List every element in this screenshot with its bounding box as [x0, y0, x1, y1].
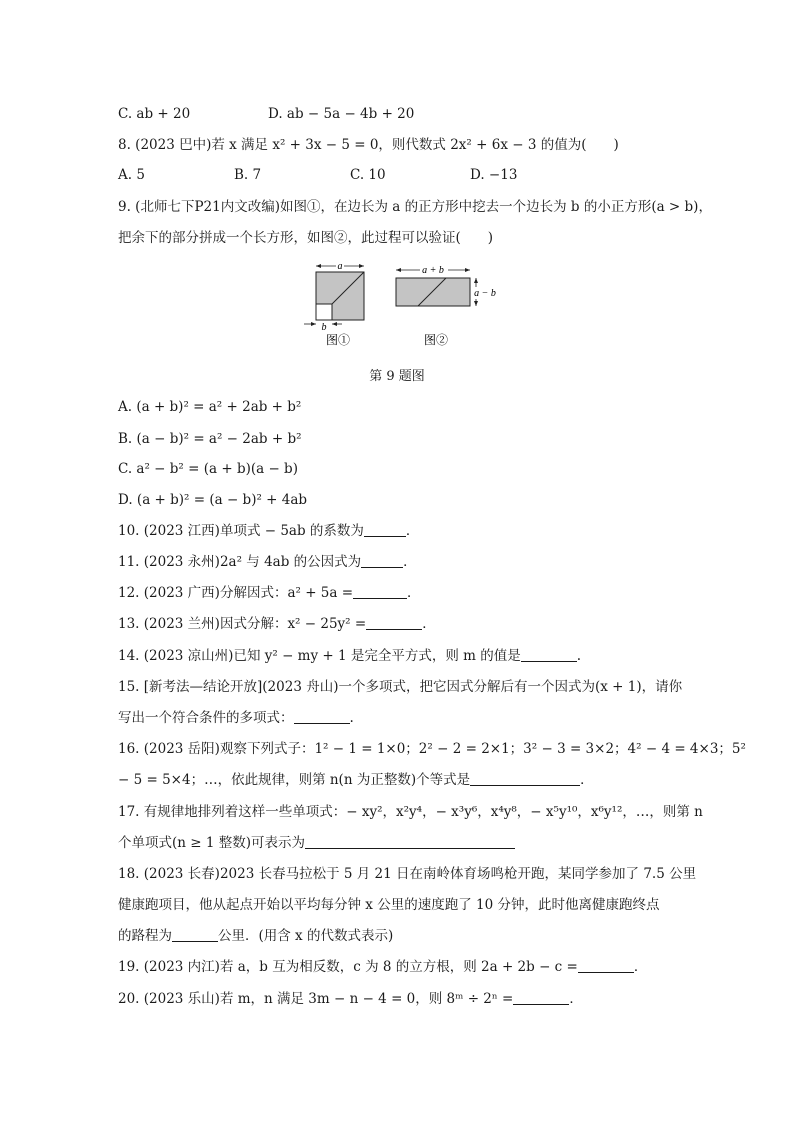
q12-answer-blank[interactable] — [353, 586, 407, 599]
fig1-a-label: a — [337, 261, 343, 272]
q13: 13. (2023 兰州)因式分解：x² − 25y² = ． — [118, 616, 436, 632]
q18-answer-blank[interactable] — [172, 929, 218, 942]
q9-option-d: D. (a + b)² = (a − b)² + 4ab — [118, 492, 308, 508]
q14-end: . — [576, 648, 582, 664]
q15-line1: 15. [新考法—结论开放](2023 舟山)一个多项式，把它因式分解后有一个因式为(x + 1)，请你 — [118, 679, 683, 695]
q9-stem-line2: 把余下的部分拼成一个长方形，如图②，此过程可以验证( ) — [118, 230, 494, 246]
q7-option-c: C. ab + 20 — [118, 106, 191, 122]
q15-line2: 写出一个符合条件的多项式： . — [118, 710, 354, 726]
q8-option-d: D. −13 — [470, 167, 518, 183]
q10: 10. (2023 江西)单项式 − 5ab 的系数为 ． — [118, 523, 420, 539]
q7-option-d: D. ab − 5a − 4b + 20 — [268, 106, 415, 122]
q11-answer-blank[interactable] — [361, 555, 403, 568]
q16-answer-blank[interactable] — [470, 773, 580, 786]
q12: 12. (2023 广西)分解因式：a² + 5a = ． — [118, 585, 421, 601]
q8-option-b: B. 7 — [234, 167, 262, 183]
q17-answer-blank[interactable] — [305, 836, 515, 849]
q15-answer-blank[interactable] — [294, 711, 350, 724]
fig2-a-plus-b-label: a + b — [422, 265, 444, 276]
q20-answer-blank[interactable] — [513, 992, 569, 1005]
q20-text: 20. (2023 乐山)若 m，n 满足 3m − n − 4 = 0，则 8ᵐ ÷ 2ⁿ = — [118, 991, 514, 1007]
q20: 20. (2023 乐山)若 m，n 满足 3m − n − 4 = 0，则 8ᵐ ÷ 2ⁿ = ． — [118, 991, 583, 1007]
q14-text: 14. (2023 凉山州)已知 y² − my + 1 是完全平方式，则 m 的值是 — [118, 648, 521, 664]
q19-text: 19. (2023 内江)若 a，b 互为相反数，c 为 8 的立方根，则 2a + 2b − c = — [118, 959, 578, 975]
q17-line2 — [118, 834, 515, 852]
q19: 19. (2023 内江)若 a，b 互为相反数，c 为 8 的立方根，则 2a + 2b − c = ． — [118, 959, 648, 975]
figure-2 — [396, 264, 498, 347]
q14 — [118, 647, 581, 665]
q13-answer-blank[interactable] — [366, 617, 422, 630]
q16-line1: 16. (2023 岳阳)观察下列式子：1² − 1 = 1×0；2² − 2 = 2×1；3² − 3 = 3×2；4² − 4 = 4×3；5² — [118, 741, 746, 757]
q18-text-a: 的路程为 — [118, 928, 172, 944]
q8-option-c: C. 10 — [350, 167, 386, 183]
q18-line2: 健康跑项目，他从起点开始以平均每分钟 x 公里的速度跑了 10 分钟，此时他离健康跑终点 — [118, 897, 660, 913]
q9-option-a: A. (a + b)² = a² + 2ab + b² — [118, 399, 302, 415]
q9-figure — [296, 258, 516, 358]
figure-1 — [304, 261, 364, 347]
q8-stem: 8. (2023 巴中)若 x 满足 x² + 3x − 5 = 0，则代数式 2x² + 6x − 3 的值为( ) — [118, 137, 619, 153]
fig2-a-minus-b-label: a − b — [474, 288, 496, 299]
q17-text: 个单项式(n ≥ 1 整数)可表示为 — [118, 835, 306, 851]
q19-answer-blank[interactable] — [578, 960, 634, 973]
q9-option-c: C. a² − b² = (a + b)(a − b) — [118, 461, 298, 477]
fig2-caption: 图② — [423, 333, 449, 347]
fig1-b-label: b — [321, 322, 327, 333]
q14-answer-blank[interactable] — [521, 649, 577, 662]
q9-stem-line1: 9. (北师七下P21内文改编)如图①，在边长为 a 的正方形中挖去一个边长为 b 的小正方形(a > b)， — [118, 199, 712, 215]
q15-text: 写出一个符合条件的多项式： — [118, 710, 294, 726]
q18-text-b: 公里．(用含 x 的代数式表示) — [218, 928, 394, 944]
q8-option-a: A. 5 — [118, 167, 145, 183]
q10-text: 10. (2023 江西)单项式 − 5ab 的系数为 — [118, 523, 364, 539]
q9-option-b: B. (a − b)² = a² − 2ab + b² — [118, 431, 302, 447]
q12-text: 12. (2023 广西)分解因式：a² + 5a = — [118, 585, 354, 601]
q16-text: − 5 = 5×4；…，依此规律，则第 n(n 为正整数)个等式是 — [118, 772, 471, 788]
q18-line3 — [118, 927, 393, 945]
q18-line1: 18. (2023 长春)2023 长春马拉松于 5 月 21 日在南岭体育场鸣枪开跑，某同学参加了 7.5 公里 — [118, 866, 697, 882]
q17-line1: 17. 有规律地排列着这样一些单项式：− xy²，x²y⁴，− x³y⁶，x⁴y⁸，− x⁵y¹⁰，x⁶y¹²，…，则第 n — [118, 804, 703, 820]
q11: 11. (2023 永州)2a² 与 4ab 的公因式为 ． — [118, 554, 417, 570]
q9-figure-caption: 第 9 题图 — [369, 369, 425, 384]
q16-line2: − 5 = 5×4；…，依此规律，则第 n(n 为正整数)个等式是 ． — [118, 772, 594, 788]
q10-answer-blank[interactable] — [364, 524, 406, 537]
q11-text: 11. (2023 永州)2a² 与 4ab 的公因式为 — [118, 554, 362, 570]
fig1-caption: 图① — [325, 333, 351, 347]
q13-text: 13. (2023 兰州)因式分解：x² − 25y² = — [118, 616, 367, 632]
